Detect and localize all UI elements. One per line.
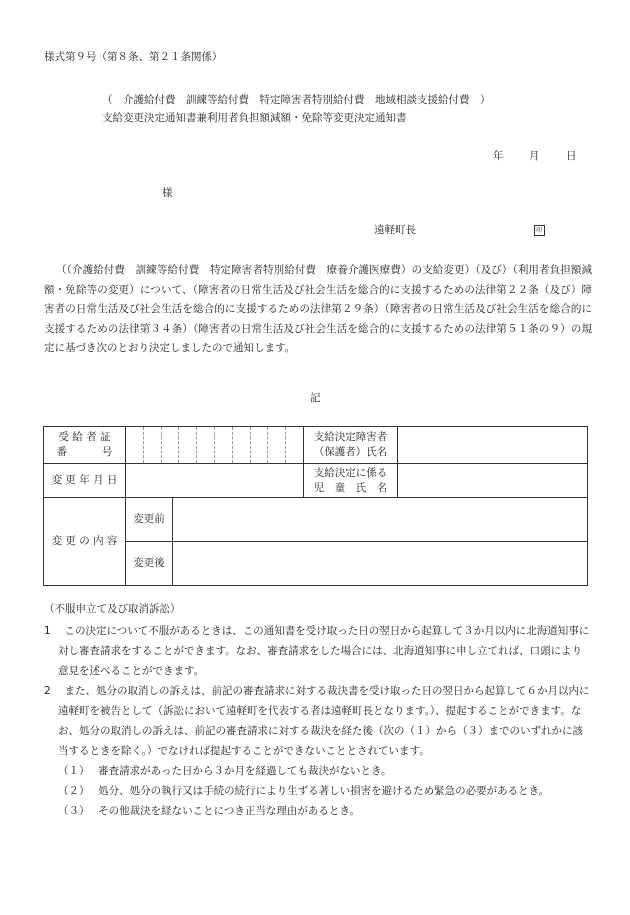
- digit-cell[interactable]: [196, 427, 214, 463]
- child-name-label: 支給決定に係る 児 童 氏 名: [304, 464, 398, 498]
- row-recipient-number: [44, 427, 588, 464]
- digit-cell[interactable]: [285, 427, 303, 463]
- after-label: 変更後: [126, 542, 173, 586]
- date-month: 月: [529, 150, 540, 162]
- ki-heading: 記: [310, 392, 321, 404]
- recipient-number-label: 受 給 者 証 番 号: [44, 427, 126, 464]
- title-line-1: （ 介護給付費 訓練等給付費 特定障害者特別給付費 地域相談支援給付費 ）: [102, 94, 491, 106]
- change-date-label: 変 更 年 月 日: [44, 464, 126, 498]
- person-name-label: 支給決定障害者 （保護者）氏名: [304, 427, 398, 464]
- digit-cell[interactable]: [267, 427, 285, 463]
- after-value[interactable]: [173, 542, 588, 586]
- change-date-value[interactable]: [126, 464, 304, 498]
- seal-mark: 印: [534, 225, 545, 236]
- date-year: 年: [493, 150, 504, 162]
- decision-body-text: （（介護給付費 訓練等給付費 特定障害者特別給付費 療養介護医療費）の支給変更）（及び）（利用者負担額減額・免除等の変更）について、（障害者の日常生活及び社会生活を総合的に支援するための法律第２２条（及び）障害者の日常生活及び社会生活を総合的に支援するための法律第２９条）（障害者の日常生活及び社会生活を総合的に支援するための法律第３４条）（障害者の日常生活及び社会生活を総合的に支援するための法律第５１条の９）の規定に基づき次のとおり決定しましたので通知します。: [44, 264, 592, 354]
- digit-cell[interactable]: [178, 427, 196, 463]
- recipient-suffix: 様: [162, 187, 173, 199]
- change-content-label: 変 更 の 内 容: [44, 498, 126, 586]
- row-change-before: [44, 498, 588, 542]
- digit-cell[interactable]: [214, 427, 232, 463]
- digit-cell[interactable]: [161, 427, 179, 463]
- form-number: 様式第９号（第８条、第２１条関係）: [44, 51, 223, 63]
- before-value[interactable]: [173, 498, 588, 542]
- appeal-heading: （不服申立て及び取消訴訟）: [44, 603, 181, 615]
- child-name-value[interactable]: [398, 464, 588, 498]
- digit-cell[interactable]: [232, 427, 250, 463]
- appeal-sub-3: （３） その他裁決を経ないことにつき正当な理由があるとき。: [58, 805, 360, 817]
- digit-cell[interactable]: [250, 427, 268, 463]
- appeal-section: [44, 599, 592, 821]
- recipient-number-cells[interactable]: [126, 427, 304, 464]
- appeal-item-1: 1 この決定について不服があるときは、この通知書を受け取った日の翌日から起算して３か月以内に北海道知事に対し審査請求をすることができます。なお、審査請求をした場合には、北海道知事に申し立てれば、口頭により意見を述べることができます。: [44, 625, 590, 677]
- issuer-line: [374, 222, 545, 237]
- date-day: 日: [566, 150, 577, 162]
- person-name-value[interactable]: [398, 427, 588, 464]
- issuer-name: 遠軽町長: [374, 224, 416, 236]
- appeal-item-2: 2 また、処分の取消しの訴えは、前記の審査請求に対する裁決書を受け取った日の翌日から起算して６か月以内に遠軽町を被告として（訴訟において遠軽町を代表する者は遠軽町長となります。）、提起することができます。なお、処分の取消しの訴えは、前記の審査請求に対する裁決を経た後（次の（１）から（３）までのいずれかに該当するときを除く。）でなければ提起することができないこととされています。: [44, 685, 590, 757]
- decision-table: [43, 426, 588, 586]
- row-change-date: [44, 464, 588, 498]
- appeal-sub-1: （１） 審査請求があった日から３か月を経過しても裁決がないとき。: [58, 765, 392, 777]
- row-change-after: [44, 542, 588, 586]
- before-label: 変更前: [126, 498, 173, 542]
- digit-cell[interactable]: [126, 427, 143, 463]
- digit-cell[interactable]: [143, 427, 161, 463]
- title-line-2: 支給変更決定通知書兼利用者負担額減額・免除等変更決定通知書: [102, 112, 407, 124]
- appeal-sub-2: （２） 処分、処分の執行又は手続の続行により生ずる著しい損害を避けるため緊急の必要があるとき。: [58, 785, 550, 797]
